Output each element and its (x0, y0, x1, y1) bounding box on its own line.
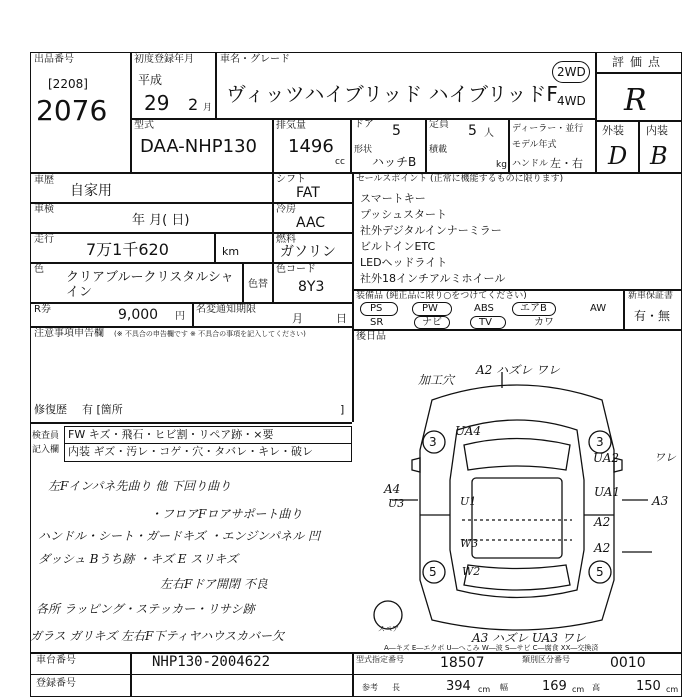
reg-label: 登録番号 (36, 678, 76, 689)
tire-fl: 3 (429, 435, 437, 449)
load-label: 積載 (429, 145, 448, 155)
color-code-value: 8Y3 (298, 279, 325, 295)
mileage-value: 7万1千620 (86, 240, 169, 259)
capacity-label: 定員 (429, 119, 449, 130)
repair-value: 有 [箇所 (82, 403, 123, 416)
mileage-unit: km (222, 245, 240, 258)
new-warranty-value: 有・無 (634, 309, 671, 323)
rating-label: 評価点 (612, 55, 667, 69)
sales-point-item: 社外デジタルインナーミラー (360, 224, 502, 237)
diag-l-u3: U3 (388, 497, 405, 510)
color-code-label: 色コード (276, 264, 316, 275)
repaint-label: 色替 (248, 279, 268, 290)
new-warranty-label: 新車保証書 (628, 291, 674, 301)
car-damage-diagram (352, 340, 682, 650)
door-value: 5 (392, 123, 401, 139)
note-line: 左右Fドア開閉 不良 (160, 577, 268, 591)
drive-2wd: 2WD (557, 65, 586, 79)
int-label: 内装 (646, 124, 668, 137)
inspector-label-1: 検査員 (32, 431, 60, 441)
note-line: ハンドル・シート・ガードキズ ・エンジンパネル 凹 (38, 529, 320, 543)
diag-legend: A―キズ E―エクボ U―へこみ W―波 S―サビ C―腐食 XX―交換済 (384, 644, 599, 652)
repair-label: 修復歴 (34, 403, 67, 416)
width-value: 169 (542, 679, 567, 694)
diag-spare-label: スペア (378, 625, 399, 633)
width-label: 幅 (500, 683, 508, 692)
recycle-value: 9,000 (118, 307, 159, 323)
type-value: DAA-NHP130 (140, 136, 257, 157)
sales-point-item: スマートキー (360, 192, 426, 205)
width-unit: cm (572, 685, 585, 694)
chassis-value: NHP130-2004622 (152, 654, 271, 670)
ref-label: 参考 (362, 683, 378, 692)
designated-value: 18507 (440, 655, 485, 671)
inspector-row-2: 内装 ギズ・汚レ・コゲ・穴・タバレ・キレ・破レ (68, 445, 314, 458)
note-line: 左Fインパネ先曲り 他 下回り曲り (48, 479, 232, 493)
handle-value: 左・右 (550, 157, 583, 170)
load-unit: kg (496, 160, 507, 170)
first-reg-label: 初度登録年月 (134, 54, 194, 65)
tire-rl: 5 (429, 565, 437, 579)
capacity-value: 5 (468, 123, 477, 139)
height-value: 150 (636, 679, 661, 694)
diag-right-crack: ワレ (654, 451, 676, 464)
notice-month: 月 (292, 312, 303, 325)
equip-pw: PW (422, 303, 438, 314)
color-label: 色 (34, 264, 44, 275)
tire-fr: 3 (596, 435, 604, 449)
sales-point-item: LEDヘッドライト (360, 256, 448, 269)
equip-sr: SR (370, 317, 384, 328)
ac-label: 冷房 (276, 204, 296, 215)
equip-aw: AW (590, 303, 607, 314)
reg-year: 29 (144, 91, 170, 115)
diag-l-a4: A4 (384, 482, 401, 496)
fuel-value: ガソリン (280, 244, 336, 260)
era: 平成 (138, 73, 163, 87)
note-line: ・フロアFロアサポート曲り (150, 507, 303, 521)
shape-label: 形状 (354, 145, 373, 155)
model-name: ヴィッツハイブリッド ハイブリッドF (226, 82, 558, 106)
inspection-value: 年 月( 日) (132, 213, 190, 228)
length-unit: cm (478, 685, 491, 694)
equipment-label: 装備品 (純正品に限り○をつけてください) (356, 291, 527, 301)
equip-ps: PS (370, 303, 383, 314)
ac-value: AAC (296, 215, 326, 231)
note-line: ガラス ガリキズ 左右F下ティヤハウスカバー欠 (30, 629, 285, 643)
remarks-label: 注意事項申告欄 (34, 328, 104, 339)
lot-number: 2076 (36, 94, 108, 127)
remarks-note: (※ 不具合の申告欄です ※ 不具合の事項を記入してください) (114, 330, 306, 338)
history-value: 自家用 (70, 183, 112, 199)
diag-top-note: 加工穴 (418, 373, 455, 387)
model-label: 車名・グレード (220, 54, 290, 65)
diag-right-top: UA2 (593, 451, 620, 465)
tire-rr: 5 (596, 565, 604, 579)
equip-abs: ABS (474, 303, 494, 314)
ext-grade: D (608, 142, 628, 170)
shift-value: FAT (296, 185, 320, 201)
recycle-unit: 円 (175, 311, 185, 322)
cc-label: 排気量 (276, 120, 306, 131)
inspector-label-2: 記入欄 (32, 445, 60, 455)
shift-label: シフト (276, 174, 306, 185)
category-value: 0010 (610, 655, 646, 671)
lot-label: 出品番号 (34, 54, 74, 65)
int-grade: B (650, 142, 668, 170)
mileage-label: 走行 (34, 234, 54, 245)
equip-tv: TV (479, 317, 492, 328)
model-year-label: モデル年式 (512, 140, 557, 150)
rating-value: R (624, 83, 647, 118)
history-label: 車歴 (34, 175, 54, 186)
type-label: 型式 (134, 120, 154, 131)
diag-r-ua1: UA1 (594, 485, 621, 499)
door-label: ドア (354, 119, 374, 130)
diag-r-a3: A3 (652, 494, 669, 508)
designated-label: 型式指定番号 (356, 655, 404, 664)
handle-label: ハンドル (512, 159, 549, 169)
reg-month: 2 (188, 95, 199, 114)
ext-label: 外装 (602, 124, 624, 137)
sales-point-item: 社外18インチアルミホイール (360, 272, 506, 285)
recycle-label: R券 (34, 304, 51, 315)
reg-month-unit: 月 (203, 103, 213, 113)
sales-point-item: ビルトインETC (360, 240, 436, 253)
note-line: ダッシュ Bうち跡 ・キズ E スリキズ (38, 552, 239, 566)
equip-leather: カワ (534, 317, 554, 328)
after-label: 後日品 (356, 331, 386, 342)
diag-u1: U1 (460, 495, 477, 508)
cc-unit: cc (335, 157, 345, 167)
chassis-label: 車台番号 (36, 655, 76, 666)
equip-airbag: エアB (520, 303, 547, 314)
note-line: 各所 ラッピング・ステッカー・リサシ跡 (36, 602, 255, 616)
sales-point-item: プッシュスタート (360, 208, 448, 221)
diag-w3: W3 (460, 537, 479, 550)
notice-label: 名変通知期限 (196, 304, 256, 315)
lot-code: [2208] (48, 77, 88, 91)
inspection-label: 車検 (34, 204, 54, 215)
notice-day: 日 (336, 312, 347, 325)
diag-r-a2-mid: A2 (594, 515, 611, 529)
diag-front-mark: A2 ハズレ ワレ (476, 363, 560, 377)
inspector-row-1: FW キズ・飛石・ヒビ割・リペア跡・×要 (68, 428, 274, 441)
diag-bottom-mark: A3 ハズレ UA3 ワレ (472, 631, 586, 645)
category-label: 類別区分番号 (522, 655, 570, 664)
length-label: 長 (392, 683, 400, 692)
diag-r-a2-low: A2 (594, 541, 611, 555)
drive-4wd: 4WD (557, 94, 586, 108)
length-value: 394 (446, 679, 471, 694)
diag-w2: W2 (462, 565, 481, 578)
dealer-label: ディーラー・並行 (512, 124, 584, 134)
repair-close: ] (340, 403, 345, 416)
diag-hood-mark: UA4 (455, 424, 482, 438)
cc-value: 1496 (288, 136, 334, 157)
height-unit: cm (666, 685, 679, 694)
fuel-label: 燃料 (276, 234, 296, 245)
sales-points-label: セールスポイント (正常に機能するものに限ります) (356, 174, 564, 184)
height-label: 高 (592, 683, 600, 692)
shape-value: ハッチB (372, 155, 417, 169)
color-value: クリアブルークリスタルシャイン (66, 270, 234, 300)
capacity-unit: 人 (484, 128, 494, 139)
equip-navi: ナビ (422, 317, 442, 328)
